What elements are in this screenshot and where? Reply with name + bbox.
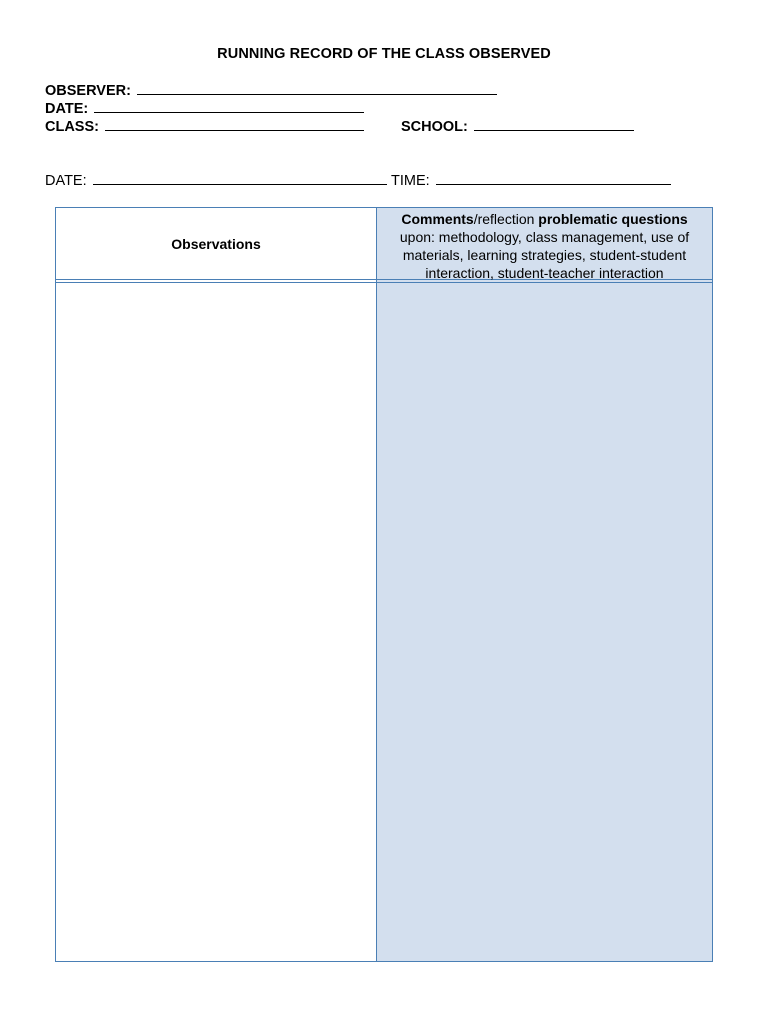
observation-table: [55, 207, 713, 962]
school-label: SCHOOL:: [401, 119, 468, 135]
class-field: [45, 118, 364, 136]
class-input-line[interactable]: [105, 118, 364, 131]
observations-header-label: Observations: [171, 235, 261, 252]
observations-header: [56, 208, 376, 279]
school-field: [401, 118, 634, 136]
date-input-line[interactable]: [93, 172, 387, 185]
observations-body-cell[interactable]: [56, 283, 376, 961]
time-field: [391, 172, 671, 190]
date-top-label: DATE:: [45, 101, 89, 117]
comments-header-bold-2: problematic questions: [538, 211, 688, 227]
date-top-input-line[interactable]: [94, 100, 364, 113]
school-input-line[interactable]: [474, 118, 634, 131]
document-title: RUNNING RECORD OF THE CLASS OBSERVED: [217, 46, 551, 62]
date-top-field: [45, 100, 364, 118]
comments-header-text-1: /reflection: [473, 211, 539, 227]
comments-body-cell[interactable]: [377, 283, 712, 961]
date-field: [45, 172, 387, 190]
date-label: DATE:: [45, 173, 87, 189]
class-label: CLASS:: [45, 119, 99, 135]
observer-input-line[interactable]: [137, 82, 497, 95]
observer-field: [45, 82, 497, 100]
time-label: TIME:: [391, 173, 430, 189]
comments-header: [377, 208, 712, 279]
time-input-line[interactable]: [436, 172, 671, 185]
comments-header-bold-1: Comments: [401, 211, 474, 227]
comments-header-text-2: upon: methodology, class management, use of materials, learning strategies, student-student interaction, student-teacher interaction: [399, 229, 690, 281]
observer-label: OBSERVER:: [45, 83, 131, 99]
